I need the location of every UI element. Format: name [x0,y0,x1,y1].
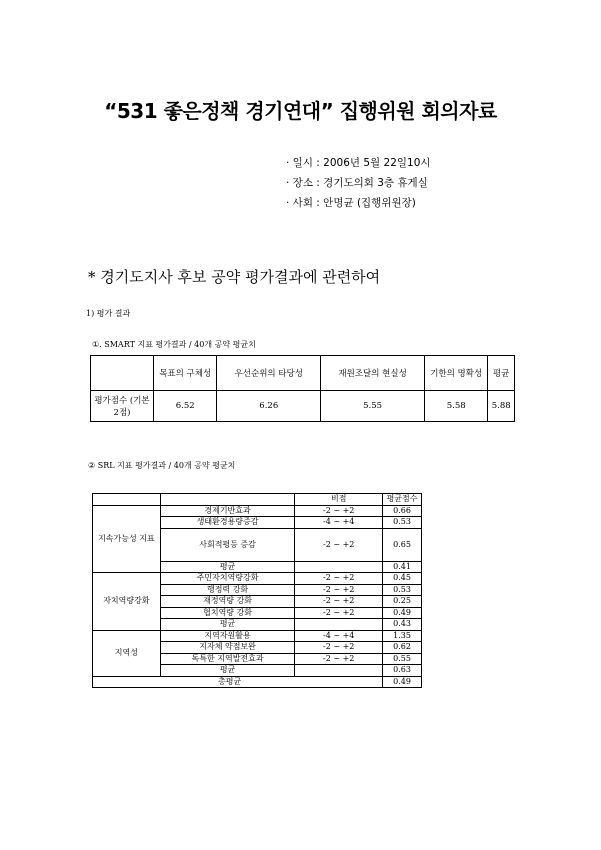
item-label: 행정력 강화 [160,584,295,596]
meeting-place: · 장소 : 경기도의회 3층 휴게실 [286,177,428,189]
table-header-cell: 평균점수 [383,494,422,506]
item-range: -2 ~ +2 [295,584,383,596]
item-label: 사회적평등 증감 [160,528,295,561]
table-cell [295,619,383,631]
table-header-cell: 목표의 구체성 [154,356,217,391]
item-score: 0.53 [383,517,422,529]
page-title: “531 좋은정책 경기연대” 집행위원 회의자료 [104,99,497,123]
avg-score: 0.43 [383,619,422,631]
table-row [93,676,422,688]
item-label: 주민자치역량강화 [160,573,295,585]
table-row [93,630,422,642]
item-label: 독특한 지역발전효과 [160,653,295,665]
item-score: 1.35 [383,630,422,642]
table-cell [93,494,161,506]
item-range: -2 ~ +2 [295,596,383,608]
table-header-cell [91,356,154,391]
table-header-cell: 비점 [295,494,383,506]
item-label: 지자체 약점보완 [160,642,295,654]
table-header-cell: 우선순위의 타당성 [217,356,321,391]
table-cell: 5.55 [321,391,425,422]
section-heading: * 경기도지사 후보 공약 평가결과에 관련하여 [88,268,381,286]
item-range: -2 ~ +2 [295,505,383,517]
total-score: 0.49 [383,676,422,688]
item-score: 0.53 [383,584,422,596]
table-cell [160,494,295,506]
table-row [91,391,515,422]
table-header-cell: 재원조달의 현실성 [321,356,425,391]
table-header-cell: 기한의 명확성 [425,356,488,391]
item-range: -2 ~ +2 [295,607,383,619]
item-score: 0.62 [383,642,422,654]
smart-table [90,355,515,422]
table-cell: 5.88 [488,391,515,422]
item-score: 0.66 [383,505,422,517]
avg-score: 0.63 [383,665,422,677]
avg-label: 평균 [160,665,295,677]
avg-label: 평균 [160,619,295,631]
table-cell: 6.26 [217,391,321,422]
row-label: 평가점수 (기본 2점) [91,391,154,422]
item-range: -2 ~ +2 [295,642,383,654]
item-score: 0.55 [383,653,422,665]
item-label: 경제기반효과 [160,505,295,517]
total-label: 총평균 [93,676,383,688]
item-range: -2 ~ +2 [295,653,383,665]
table-header-row [91,356,515,391]
item-label: 협치역량 강화 [160,607,295,619]
item-range: -2 ~ +2 [295,573,383,585]
avg-label: 평균 [160,561,295,573]
item-range: -4 ~ +4 [295,630,383,642]
item-score: 0.65 [383,528,422,561]
table-header-cell: 평균 [488,356,515,391]
item-score: 0.49 [383,607,422,619]
table-cell [295,665,383,677]
group-label: 지역성 [93,630,161,676]
table1-caption: ①. SMART 지표 평가결과 / 40개 공약 평균치 [92,340,256,349]
table2-caption: ② SRL 지표 평가결과 / 40개 공약 평균치 [88,461,236,470]
meeting-host: · 사회 : 안명균 (집행위원장) [286,197,416,209]
item-range: -2 ~ +2 [295,528,383,561]
table-cell [295,561,383,573]
table-header-row [93,494,422,506]
srl-table [92,493,422,688]
table-row [93,573,422,585]
item-score: 0.45 [383,573,422,585]
table-cell: 6.52 [154,391,217,422]
table-row [93,505,422,517]
sub-heading: 1) 평가 결과 [86,309,131,318]
item-score: 0.25 [383,596,422,608]
avg-score: 0.41 [383,561,422,573]
item-label: 생태환경용량증감 [160,517,295,529]
item-label: 지역자원활용 [160,630,295,642]
item-range: -4 ~ +4 [295,517,383,529]
item-label: 재정역량 강화 [160,596,295,608]
meeting-date: · 일시 : 2006년 5월 22일10시 [286,157,431,169]
table-cell: 5.58 [425,391,488,422]
group-label: 자치역량강화 [93,573,161,631]
meeting-info [286,153,431,213]
group-label: 지속가능성 지표 [93,505,161,573]
